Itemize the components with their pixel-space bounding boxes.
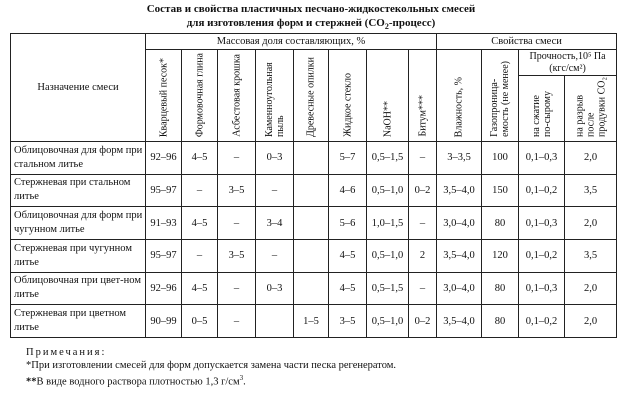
cell: 2,0	[565, 142, 617, 175]
col-header-text: Формовочная глина	[194, 52, 205, 137]
col-header	[294, 50, 329, 142]
col-header	[256, 50, 294, 142]
strength-header: Прочность,10⁵ Па (кгс/см²)	[519, 50, 617, 76]
cell: –	[256, 174, 294, 207]
cell: 3,5–4,0	[437, 305, 482, 338]
col-header-text: Жидкое стекло	[342, 73, 353, 137]
col-header	[519, 76, 565, 142]
cell: 95–97	[146, 239, 182, 272]
cell: 3–5	[218, 174, 256, 207]
row-name: Стержневая при чугунном литье	[11, 239, 146, 272]
row-name: Облицовочная для форм при стальном литье	[11, 142, 146, 175]
cell	[256, 305, 294, 338]
cell: –	[218, 305, 256, 338]
col-header	[437, 50, 482, 142]
table-title	[0, 2, 622, 34]
cell: 0–3	[256, 142, 294, 175]
cell	[294, 239, 329, 272]
cell: –	[409, 207, 437, 240]
cell: 0–3	[256, 272, 294, 305]
note-1: *При изготовлении смесей для форм допускается замена части песка регенератом.	[26, 360, 397, 371]
table-row	[11, 207, 617, 240]
col-header	[182, 50, 218, 142]
col-header	[565, 76, 617, 142]
col-header	[482, 50, 519, 142]
cell: 4–5	[182, 207, 218, 240]
cell: 0,5–1,0	[367, 239, 409, 272]
cell: 100	[482, 142, 519, 175]
cell: 95–97	[146, 174, 182, 207]
cell: –	[182, 174, 218, 207]
title-line-2	[0, 16, 622, 34]
cell	[294, 207, 329, 240]
col-header-text: Газопроница- емость (не менее)	[489, 61, 512, 137]
cell: 4–6	[329, 174, 367, 207]
cell: 0,1–0,3	[519, 207, 565, 240]
col-header	[329, 50, 367, 142]
cell: 3,0–4,0	[437, 207, 482, 240]
col-header	[218, 50, 256, 142]
title-subscript: 2	[384, 22, 389, 32]
cell: –	[409, 272, 437, 305]
col-header-text: NaOH**	[382, 100, 393, 137]
cell: 1–5	[294, 305, 329, 338]
cell: 4–5	[182, 272, 218, 305]
col-header-text: Кварцевый песок*	[158, 57, 169, 137]
title-line-1: Состав и свойства пластичных песчано-жидкостекольных смесей	[146, 3, 476, 15]
note-2-end: .	[243, 376, 246, 388]
cell: 0,5–1,5	[367, 272, 409, 305]
cell: 3,5–4,0	[437, 174, 482, 207]
table-body	[11, 34, 617, 338]
cell: 3,5–4,0	[437, 239, 482, 272]
cell	[294, 142, 329, 175]
cell: 4–5	[329, 239, 367, 272]
cell: 3–4	[256, 207, 294, 240]
mass-share-header: Массовая доля составляющих, %	[146, 34, 437, 50]
table-row	[11, 272, 617, 305]
col-header-text: Битум***	[417, 95, 429, 137]
cell: 2	[409, 239, 437, 272]
cell: 0,1–0,2	[519, 174, 565, 207]
note-2-sup: 3	[239, 374, 244, 382]
col-header	[146, 50, 182, 142]
cell: 80	[482, 207, 519, 240]
notes-caption: Примечания:	[26, 347, 107, 358]
col-header-text: Каменноугольная пыль	[263, 62, 286, 137]
title-line-2-text: для изготовления форм и стержней (СО	[186, 17, 385, 29]
row-name: Облицовочная при цвет-ном литье	[11, 272, 146, 305]
cell: 92–96	[146, 272, 182, 305]
cell: 150	[482, 174, 519, 207]
table-row	[11, 239, 617, 272]
cell: 80	[482, 272, 519, 305]
header-row-1	[11, 34, 617, 50]
col-header-text: Влажность, %	[453, 76, 465, 137]
table-row	[11, 174, 617, 207]
col-header-text: на разрыв после продувки СО₂	[574, 77, 608, 137]
cell: 0,5–1,5	[367, 142, 409, 175]
note-2	[26, 372, 396, 389]
col-header-text: на сжатие по-сырому	[530, 91, 553, 137]
purpose-header: Назначение смеси	[11, 34, 146, 142]
note-2-mark: **	[26, 376, 37, 388]
cell: 3,0–4,0	[437, 272, 482, 305]
cell: 3,5	[565, 239, 617, 272]
cell: 0,5–1,0	[367, 174, 409, 207]
cell: 2,0	[565, 305, 617, 338]
cell: 120	[482, 239, 519, 272]
row-name: Стержневая при стальном литье	[11, 174, 146, 207]
composition-table	[10, 33, 617, 338]
cell: 5–6	[329, 207, 367, 240]
cell: –	[182, 239, 218, 272]
note-2-text: В виде водного раствора плотностью 1,3 г/см	[36, 376, 240, 388]
cell: 0,1–0,3	[519, 272, 565, 305]
row-name: Облицовочная для форм при чугунном литье	[11, 207, 146, 240]
col-header	[409, 50, 437, 142]
cell: 0–2	[409, 305, 437, 338]
cell: –	[409, 142, 437, 175]
cell: 3,5	[565, 174, 617, 207]
cell: 0,5–1,0	[367, 305, 409, 338]
col-header	[367, 50, 409, 142]
cell: 91–93	[146, 207, 182, 240]
cell: 90–99	[146, 305, 182, 338]
cell	[294, 272, 329, 305]
cell: –	[218, 207, 256, 240]
col-header-text: Древесные опилки	[305, 57, 317, 137]
cell: 92–96	[146, 142, 182, 175]
cell: 4–5	[329, 272, 367, 305]
cell: 5–7	[329, 142, 367, 175]
cell: 0,1–0,2	[519, 239, 565, 272]
cell	[294, 174, 329, 207]
cell: 3–3,5	[437, 142, 482, 175]
cell: 4–5	[182, 142, 218, 175]
cell: 2,0	[565, 207, 617, 240]
cell: 80	[482, 305, 519, 338]
cell: 1,0–1,5	[367, 207, 409, 240]
col-header-text: Асбестовая крошка	[231, 54, 242, 137]
notes-block	[26, 346, 396, 389]
properties-header: Свойства смеси	[437, 34, 617, 50]
cell: 0–2	[409, 174, 437, 207]
cell: 3–5	[218, 239, 256, 272]
row-name: Стержневая при цветном литье	[11, 305, 146, 338]
cell: 0,1–0,2	[519, 305, 565, 338]
table-row	[11, 305, 617, 338]
cell: 3–5	[329, 305, 367, 338]
cell: –	[218, 142, 256, 175]
cell: 0–5	[182, 305, 218, 338]
title-line-2-end: -процесс)	[388, 17, 436, 29]
table-row	[11, 142, 617, 175]
cell: 0,1–0,3	[519, 142, 565, 175]
cell: –	[256, 239, 294, 272]
cell: –	[218, 272, 256, 305]
cell: 2,0	[565, 272, 617, 305]
